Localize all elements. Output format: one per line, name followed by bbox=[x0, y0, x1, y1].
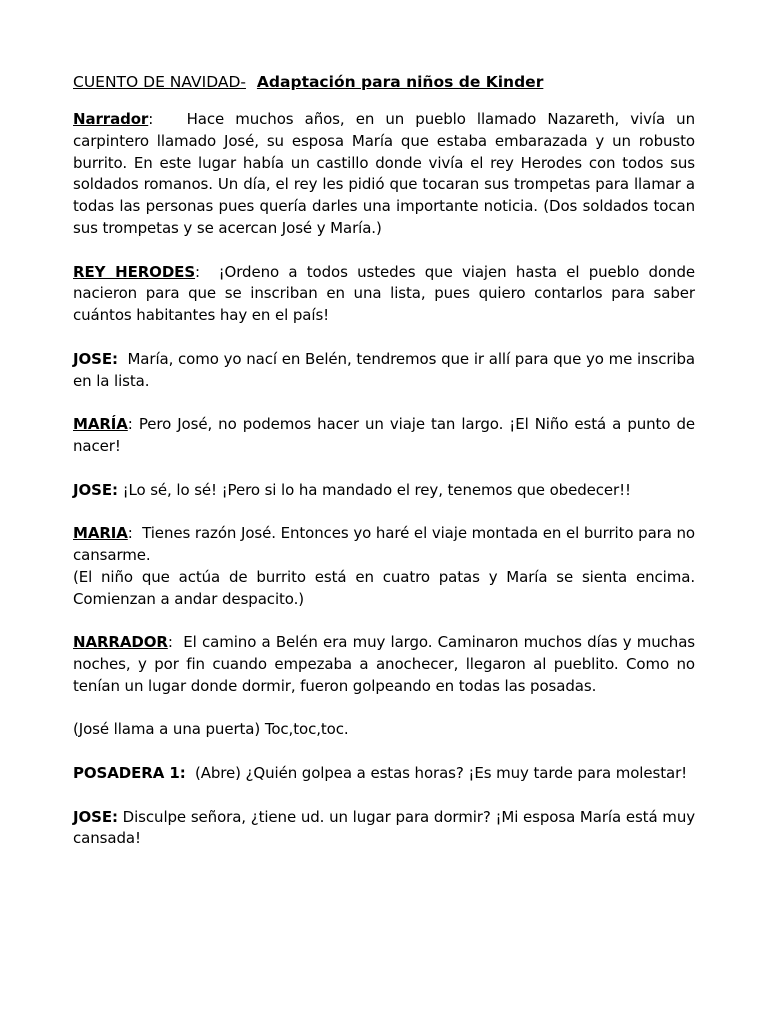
paragraph-narrador-2: NARRADOR: El camino a Belén era muy largo. Caminaron muchos días y muchas noches, y por fin cuando empezaba a anochecer, llegaron al pueblito. Como no tenían un lugar donde dormir, fueron golpeando en todas las posadas. bbox=[73, 633, 695, 695]
paragraph-text: (José llama a una puerta) Toc,toc,toc. bbox=[73, 720, 349, 739]
paragraph-text: ¡Lo sé, lo sé! ¡Pero si lo ha mandado el rey, tenemos que obedecer!! bbox=[122, 480, 631, 499]
speaker-label: MARIA bbox=[73, 524, 128, 543]
paragraph-stage-knock bbox=[73, 719, 695, 741]
speaker-label: MARÍA bbox=[73, 415, 128, 434]
document-title bbox=[73, 71, 695, 93]
paragraph-rey-herodes: REY HERODES: ¡Ordeno a todos ustedes que viajen hasta el pueblo donde nacieron para que se inscriban en una lista, pues quiero contarlos para saber cuántos habitantes hay en el país! bbox=[73, 262, 696, 325]
paragraph-jose-3: JOSE: Disculpe señora, ¿tiene ud. un lugar para dormir? ¡Mi esposa María está muy cansada! bbox=[73, 807, 696, 848]
paragraph-text: Tienes razón José. Entonces yo haré el viaje montada en el burrito para no cansarme. bbox=[73, 524, 696, 564]
paragraph-text: Disculpe señora, ¿tiene ud. un lugar para dormir? ¡Mi esposa María está muy cansada! bbox=[73, 807, 696, 848]
speaker-label: JOSE bbox=[73, 807, 112, 826]
speaker-label: REY HERODES bbox=[73, 262, 196, 281]
stage-direction: (El niño que actúa de burrito está en cuatro patas y María se sienta encima. Comienzan a andar despacito.) bbox=[73, 567, 695, 608]
speaker-label: JOSE bbox=[73, 349, 112, 368]
paragraph-text: Hace muchos años, en un pueblo llamado Nazareth, vivía un carpintero llamado José, su esposa María que estaba embarazada y un robusto burrito. En este lugar había un castillo donde vivía el rey Herodes con todos sus soldados romanos. Un día, el rey les pidió que tocaran sus trompetas para llamar a todas las personas pues quería darles una importante noticia. (Dos soldados tocan sus trompetas y se acercan José y María.) bbox=[73, 110, 695, 237]
paragraph-narrador: Narrador: Hace muchos años, en un pueblo llamado Nazareth, vivía un carpintero llamado José, su esposa María que estaba embarazada y un robusto burrito. En este lugar había un castillo donde vivía el rey Herodes con todos sus soldados romanos. Un día, el rey les pidió que tocaran sus trompetas para llamar a todas las personas pues quería darles una importante noticia. (Dos soldados tocan sus trompetas y se acercan José y María.) bbox=[73, 110, 695, 237]
paragraph-text: María, como yo nací en Belén, tendremos que ir allí para que yo me inscriba en la lista. bbox=[73, 349, 695, 390]
paragraph-maria-1: MARÍA: Pero José, no podemos hacer un viaje tan largo. ¡El Niño está a punto de nacer! bbox=[73, 415, 696, 455]
speaker-label: Narrador bbox=[73, 110, 149, 128]
title-main: CUENTO DE NAVIDAD- bbox=[73, 73, 246, 91]
paragraph-maria-2: MARIA: Tienes razón José. Entonces yo haré el viaje montada en el burrito para no cansarme. (El niño que actúa de burrito está en cuatro patas y María se sienta encima. Comienzan a andar despacito.) bbox=[73, 523, 695, 610]
title-subtitle: Adaptación para niños de Kinder bbox=[256, 73, 544, 91]
paragraph-text: El camino a Belén era muy largo. Caminaron muchos días y muchas noches, y por fin cuando empezaba a anochecer, llegaron al pueblito. Como no tenían un lugar donde dormir, fueron golpeando en todas las posadas. bbox=[73, 633, 695, 695]
paragraph-posadera-1: POSADERA 1: (Abre) ¿Quién golpea a estas horas? ¡Es muy tarde para molestar! bbox=[73, 763, 688, 782]
speaker-label: NARRADOR bbox=[73, 633, 168, 652]
paragraph-text: (Abre) ¿Quién golpea a estas horas? ¡Es muy tarde para molestar! bbox=[194, 763, 688, 782]
paragraph-jose-1: JOSE: María, como yo nací en Belén, tendremos que ir allí para que yo me inscriba en la lista. bbox=[73, 349, 695, 390]
speaker-label: JOSE bbox=[73, 480, 112, 499]
speaker-label: POSADERA 1 bbox=[73, 763, 180, 782]
paragraph-text: ¡Ordeno a todos ustedes que viajen hasta el pueblo donde nacieron para que se inscriban en una lista, pues quiero contarlos para saber cuántos habitantes hay en el país! bbox=[73, 262, 696, 325]
paragraph-jose-2: JOSE: ¡Lo sé, lo sé! ¡Pero si lo ha mandado el rey, tenemos que obedecer!! bbox=[73, 480, 631, 499]
paragraph-text: Pero José, no podemos hacer un viaje tan largo. ¡El Niño está a punto de nacer! bbox=[73, 415, 696, 455]
